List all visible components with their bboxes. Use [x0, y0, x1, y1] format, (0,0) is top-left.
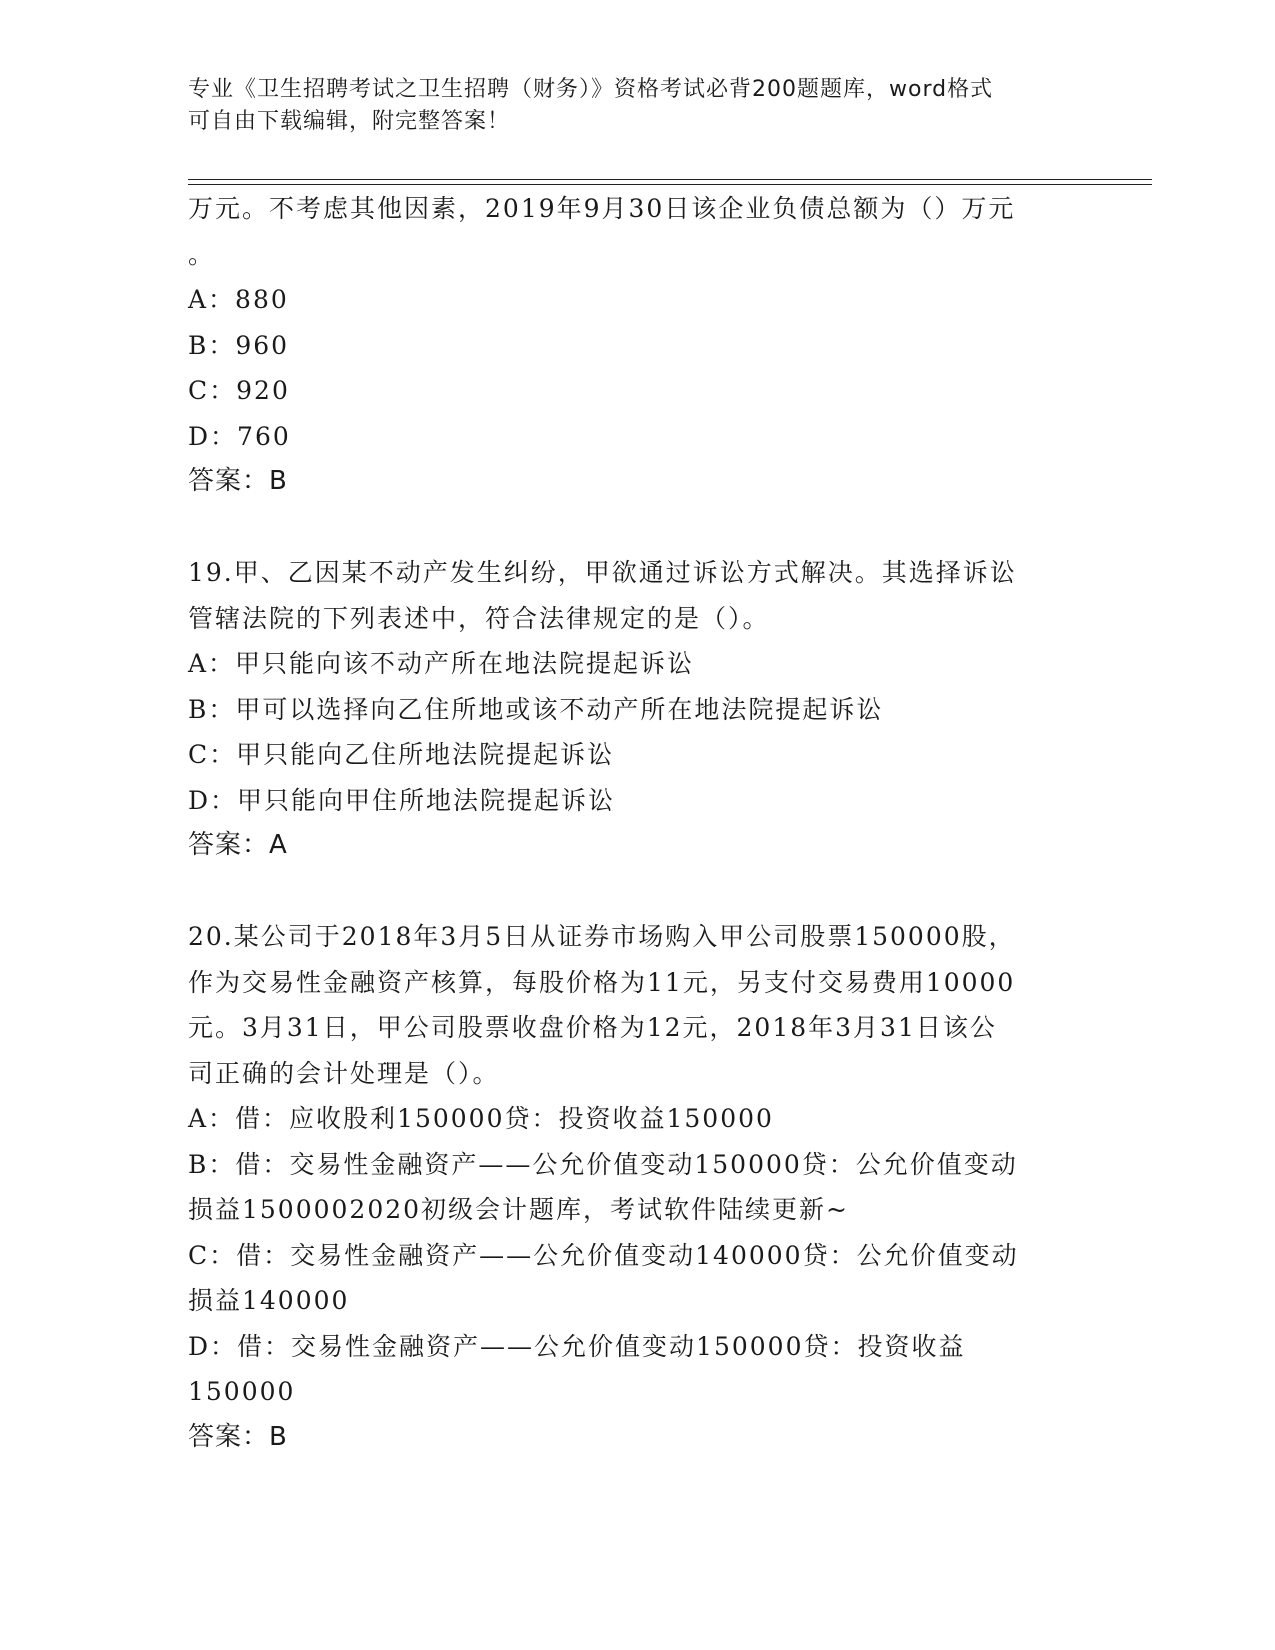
- question-stem-line: 元。3月31日，甲公司股票收盘价格为12元，2018年3月31日该公: [188, 1013, 997, 1042]
- question-stem-line: 万元。不考虑其他因素，2019年9月30日该企业负债总额为（）万元: [188, 194, 1016, 223]
- option-b: B：甲可以选择向乙住所地或该不动产所在地法院提起诉讼: [188, 694, 884, 724]
- answer-line: 答案：A: [188, 830, 288, 860]
- option-a: A：借：应收股利150000贷：投资收益150000: [188, 1104, 774, 1133]
- document-body: [188, 186, 1088, 1460]
- option-c: C：借：交易性金融资产——公允价值变动140000贷：公允价值变动: [188, 1240, 1019, 1270]
- question-stem-line: 作为交易性金融资产核算，每股价格为11元，另支付交易费用10000: [188, 967, 1016, 997]
- option-d: D：借：交易性金融资产——公允价值变动150000贷：投资收益: [188, 1331, 966, 1361]
- question-20: [188, 914, 1088, 1460]
- spacer: [188, 505, 1088, 551]
- header-divider: [188, 179, 1152, 185]
- question-stem-line: 19.甲、乙因某不动产发生纠纷，甲欲通过诉讼方式解决。其选择诉讼: [188, 558, 1017, 587]
- option-c: C：920: [188, 376, 290, 405]
- option-b: B：借：交易性金融资产——公允价值变动150000贷：公允价值变动: [188, 1149, 1018, 1179]
- answer-line: 答案：B: [188, 1421, 288, 1452]
- question-stem-line: 管辖法院的下列表述中，符合法律规定的是（）。: [188, 603, 770, 633]
- question-19: [188, 550, 1088, 869]
- option-c: C：甲只能向乙住所地法院提起诉讼: [188, 740, 615, 769]
- option-d: D：甲只能向甲住所地法院提起诉讼: [188, 785, 616, 815]
- page-header: [188, 74, 1088, 138]
- option-a: A：甲只能向该不动产所在地法院提起诉讼: [188, 649, 695, 678]
- header-title-line-2: 可自由下载编辑，附完整答案！: [188, 109, 511, 134]
- option-d-continuation: 150000: [188, 1377, 296, 1406]
- question-stem-line: 司正确的会计处理是（）。: [188, 1058, 500, 1088]
- header-title-line-1: 专业《卫生招聘考试之卫生招聘（财务）》资格考试必背200题题库，word格式: [188, 77, 994, 102]
- option-d: D：760: [188, 421, 291, 451]
- question-stem-line: 。: [188, 239, 216, 269]
- option-b-continuation: 损益1500002020初级会计题库，考试软件陆续更新~: [188, 1195, 850, 1224]
- option-c-continuation: 损益140000: [188, 1286, 350, 1315]
- option-a: A：880: [188, 285, 289, 314]
- option-b: B：960: [188, 330, 290, 360]
- question-18: [188, 186, 1088, 505]
- question-stem-line: 20.某公司于2018年3月5日从证券市场购入甲公司股票150000股，: [188, 922, 1016, 951]
- answer-line: 答案：B: [188, 466, 288, 496]
- spacer: [188, 869, 1088, 915]
